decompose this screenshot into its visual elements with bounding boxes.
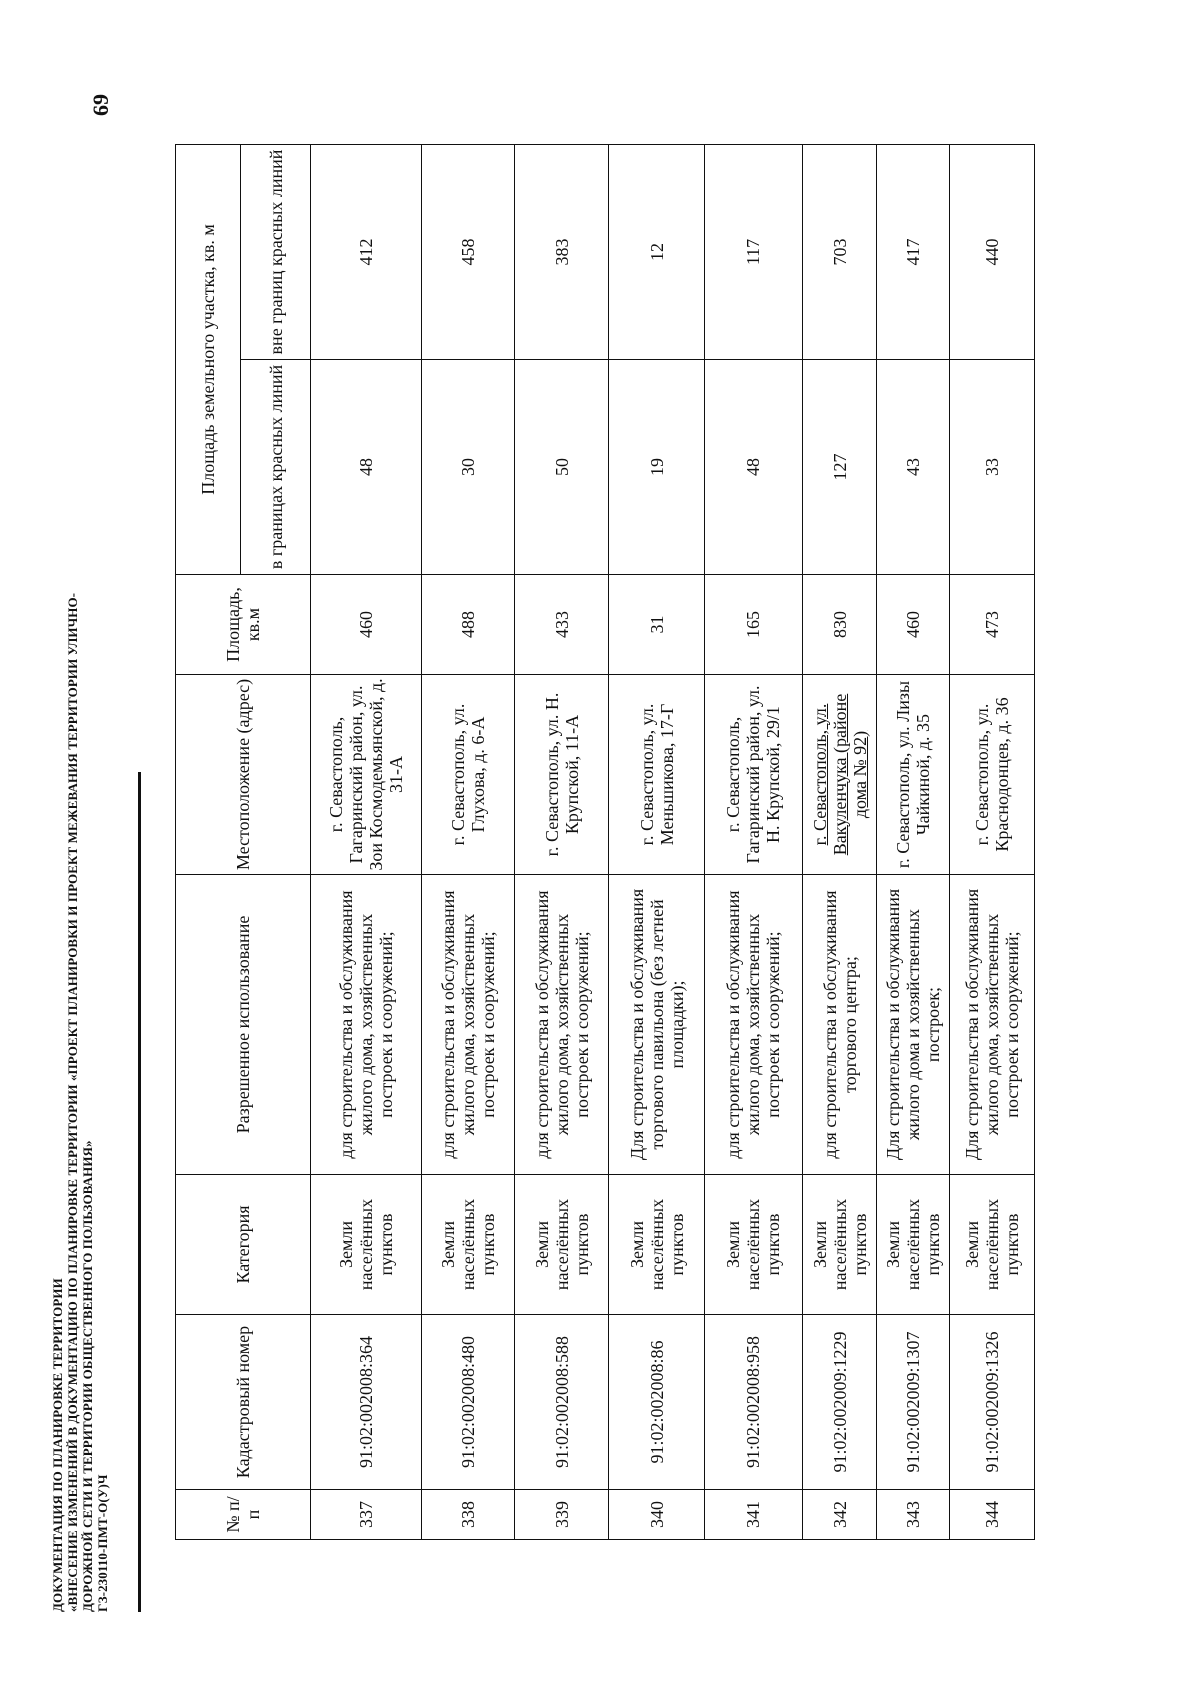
header-area: Площадь, кв.м — [176, 575, 311, 675]
header-location: Местоположение (адрес) — [176, 675, 311, 875]
cell-num: 343 — [877, 1490, 949, 1540]
cell-category: Земли населённых пунктов — [311, 1175, 422, 1315]
cell-inside-red-lines: 127 — [802, 360, 877, 575]
table-row — [704, 145, 802, 1540]
header-land-plot-area: Площадь земельного участка, кв. м — [176, 145, 241, 575]
header-permitted-use: Разрешенное использование — [176, 875, 311, 1175]
cell-area: 433 — [515, 575, 609, 675]
cell-cadastral-number: 91:02:002008:86 — [609, 1315, 705, 1490]
cell-cadastral-number: 91:02:002008:364 — [311, 1315, 422, 1490]
cell-category: Земли населённых пунктов — [704, 1175, 802, 1315]
cell-location: г. Севастополь, ул. Лизы Чайкиной, д. 35 — [877, 675, 949, 875]
cell-area: 460 — [877, 575, 949, 675]
cell-num: 337 — [311, 1490, 422, 1540]
cell-category: Земли населённых пунктов — [421, 1175, 515, 1315]
cell-num: 341 — [704, 1490, 802, 1540]
cell-num: 338 — [421, 1490, 515, 1540]
cell-inside-red-lines: 48 — [311, 360, 422, 575]
header-line: ДОКУМЕНТАЦИЯ ПО ПЛАНИРОВКЕ ТЕРРИТОРИИ — [50, 1278, 65, 1612]
cell-permitted-use: для строительства и обслуживания жилого дома, хозяйственных построек и сооружений; — [311, 875, 422, 1175]
cell-area: 488 — [421, 575, 515, 675]
cell-outside-red-lines: 12 — [609, 145, 705, 360]
header-num: № п/п — [176, 1490, 311, 1540]
cell-area: 460 — [311, 575, 422, 675]
header-rule — [138, 772, 141, 1612]
header-cadastral-number: Кадастровый номер — [176, 1315, 311, 1490]
cell-permitted-use: для строительства и обслуживания жилого дома, хозяйственных построек и сооружений; — [515, 875, 609, 1175]
table-row — [515, 145, 609, 1540]
table-row — [877, 145, 949, 1540]
cell-inside-red-lines: 30 — [421, 360, 515, 575]
cell-num: 344 — [949, 1490, 1034, 1540]
cell-permitted-use: Для строительства и обслуживания жилого дома и хозяйственных построек; — [877, 875, 949, 1175]
cell-location: г. Севастополь, ул. Меньшикова, 17-Г — [609, 675, 705, 875]
cell-num: 339 — [515, 1490, 609, 1540]
cell-outside-red-lines: 383 — [515, 145, 609, 360]
cell-outside-red-lines: 703 — [802, 145, 877, 360]
cell-num: 340 — [609, 1490, 705, 1540]
cell-cadastral-number: 91:02:002009:1307 — [877, 1315, 949, 1490]
table-row — [949, 145, 1034, 1540]
cell-inside-red-lines: 50 — [515, 360, 609, 575]
cell-area: 165 — [704, 575, 802, 675]
cell-permitted-use: для строительства и обслуживания жилого дома, хозяйственных построек и сооружений; — [421, 875, 515, 1175]
cell-category: Земли населённых пунктов — [877, 1175, 949, 1315]
document-header — [50, 512, 110, 1612]
table-row — [802, 145, 877, 1540]
cell-num: 342 — [802, 1490, 877, 1540]
table-row — [609, 145, 705, 1540]
table-row — [311, 145, 422, 1540]
cell-cadastral-number: 91:02:002009:1326 — [949, 1315, 1034, 1490]
cell-inside-red-lines: 43 — [877, 360, 949, 575]
cell-cadastral-number: 91:02:002008:480 — [421, 1315, 515, 1490]
cell-permitted-use: Для строительства и обслуживания жилого дома, хозяйственных построек и сооружений; — [949, 875, 1034, 1175]
header-category: Категория — [176, 1175, 311, 1315]
land-plots-table — [175, 144, 1035, 1540]
cell-area: 830 — [802, 575, 877, 675]
cell-outside-red-lines: 417 — [877, 145, 949, 360]
cell-permitted-use: для строительства и обслуживания торгового центра; — [802, 875, 877, 1175]
cell-location: г. Севастополь, Гагаринский район, ул. Зои Космодемьянской, д. 31-А — [311, 675, 422, 875]
cell-cadastral-number: 91:02:002008:588 — [515, 1315, 609, 1490]
cell-outside-red-lines: 458 — [421, 145, 515, 360]
header-line: «ВНЕСЕНИЕ ИЗМЕНЕНИЙ В ДОКУМЕНТАЦИЮ ПО ПЛАНИРОВКЕ ТЕРРИТОРИИ «ПРОЕКТ ПЛАНИРОВКИ И ПРОЕКТ МЕЖЕВАНИЯ ТЕРРИТОРИИ УЛИЧНО- — [65, 592, 80, 1612]
table-row — [421, 145, 515, 1540]
cell-location: г. Севастополь, ул. Глухова, д. 6-А — [421, 675, 515, 875]
header-inside-red-lines: в границах красных линий — [241, 360, 311, 575]
cell-category: Земли населённых пунктов — [515, 1175, 609, 1315]
cell-permitted-use: Для строительства и обслуживания торгового павильона (без летней площадки); — [609, 875, 705, 1175]
cell-category: Земли населённых пунктов — [802, 1175, 877, 1315]
cell-inside-red-lines: 19 — [609, 360, 705, 575]
page-number: 69 — [88, 94, 113, 116]
cell-location: г. Севастополь, ул. Н. Крупской, 11-А — [515, 675, 609, 875]
cell-area: 473 — [949, 575, 1034, 675]
cell-outside-red-lines: 117 — [704, 145, 802, 360]
header-outside-red-lines: вне границ красных линий — [241, 145, 311, 360]
cell-location: г. Севастополь, Гагаринский район, ул. Н. Крупской, 29/1 — [704, 675, 802, 875]
cell-category: Земли населённых пунктов — [609, 1175, 705, 1315]
cell-cadastral-number: 91:02:002008:958 — [704, 1315, 802, 1490]
cell-category: Земли населённых пунктов — [949, 1175, 1034, 1315]
cell-outside-red-lines: 412 — [311, 145, 422, 360]
cell-location: г. Севастополь, ул. Вакуленчука (районе дома № 92) — [802, 675, 877, 875]
cell-permitted-use: для строительства и обслуживания жилого дома, хозяйственных построек и сооружений; — [704, 875, 802, 1175]
header-line: ГЗ-230110-ПМТ-О(У)Ч — [95, 1474, 110, 1612]
header-line: ДОРОЖНОЙ СЕТИ И ТЕРРИТОРИИ ОБЩЕСТВЕННОГО ПОЛЬЗОВАНИЯ» — [80, 1140, 95, 1612]
cell-cadastral-number: 91:02:002009:1229 — [802, 1315, 877, 1490]
cell-area: 31 — [609, 575, 705, 675]
cell-inside-red-lines: 48 — [704, 360, 802, 575]
cell-outside-red-lines: 440 — [949, 145, 1034, 360]
cell-inside-red-lines: 33 — [949, 360, 1034, 575]
cell-location: г. Севастополь, ул. Краснодонцев, д. 36 — [949, 675, 1034, 875]
